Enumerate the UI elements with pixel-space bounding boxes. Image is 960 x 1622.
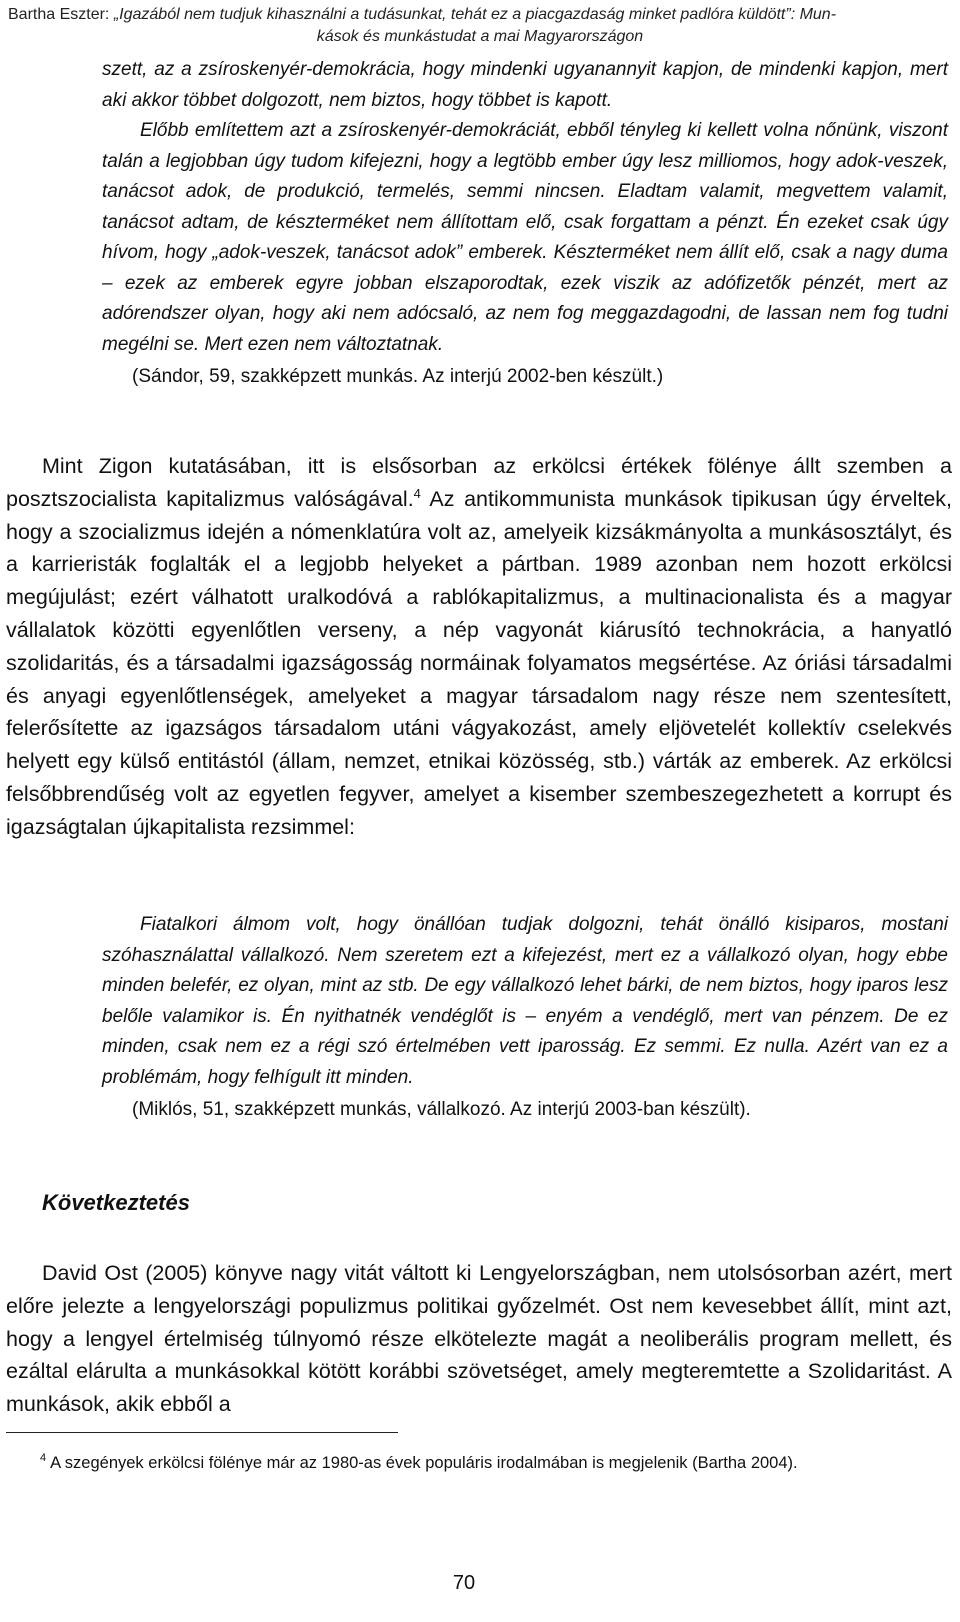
header-line-2: kások és munkástudat a mai Magyarországon — [316, 28, 644, 45]
body-paragraph-2-text: David Ost (2005) könyve nagy vitát váltott ki Lengyelországban, nem utolsósorban azért, mert előre jelezte a lengyelországi populizmus politikai győzelmét. Ost nem kevesebbet állít, mint azt, hogy a lengyel értelmiség túlnyomó része elkötelezte magát a neoliberális program mellett, és ezáltal elárulta a munkásokkal kötött korábbi szövetséget, amely megteremtette a Szolidaritást. A munkások, akik ebből a — [6, 1261, 952, 1417]
interview-quote-1 — [102, 55, 948, 393]
footnote-reference[interactable]: 4 — [413, 485, 421, 501]
body-1-text-after-ref: Az antikommunista munkások tipikusan úgy érveltek, hogy a szocializmus idején a nómenklatúra volt az, amelyeik kizsákmányolta a munkásosztályt, és a karrieristák foglalták el a legjobb helyeket a pártban. 1989 azonban nem hozott erkölcsi megújulást; ezért válhatott uralkodóvá a rablókapitalizmus, a multinacionalista és a magyar vállalatok közötti egyenlőtlen verseny, a nép vagyonát kiárusító technokrácia, a hanyatló szolidaritás, és a társadalmi igazságosság normáinak folyamatos megsértése. Az óriási társadalmi és anyagi egyenlőtlenségek, amelyeket a magyar társadalom nagy része nem szentesített, felerősítette az igazságos társadalom utáni vágyakozást, amely eljövetelét kollektív cselekvés helyett egy külső entitástól (állam, nemzet, etnikai közösség, stb.) várták az emberek. Az erkölcsi felsőbbrendűség volt az egyetlen fegyver, amelyet a kisember szembeszegezhetett a korrupt és igazságtalan újkapitalista rezsimmel: — [6, 486, 952, 839]
page-number: 70 — [452, 1572, 476, 1594]
quote-2-attribution: (Miklós, 51, szakképzett munkás, vállalkozó. Az interjú 2003-ban készült). — [132, 1099, 751, 1120]
footnote-text: A szegények erkölcsi fölénye már az 1980-as évek populáris irodalmában is megjelenik (Bartha 2004). — [50, 1454, 798, 1472]
interview-quote-2 — [102, 910, 948, 1126]
quote-2-paragraph-1: Fiatalkori álmom volt, hogy önállóan tudjak dolgozni, tehát önálló kisiparos, mostani szóhasználattal vállalkozó. Nem szeretem ezt a kifejezést, mert ez a vállalkozó olyan, hogy ebbe minden belefér, ez olyan, mint az stb. De egy vállalkozó lehet bárki, de nem biztos, hogy iparos lesz belőle valamikor is. Én nyithatnék vendéglőt is – enyém a vendéglő, mert van pénzem. De ez minden, csak nem ez a régi szó értelmében vett iparosság. Ez semmi. Ez nulla. Azért van ez a problémám, hogy felhígult itt minden. — [102, 914, 948, 1088]
header-line-1 — [8, 4, 952, 26]
header-title: „Igazából nem tudjuk kihasználni a tudásunkat, tehát ez a piacgazdaság minket padlóra küldött”: Mun- — [113, 6, 837, 23]
quote-1-paragraph-2: Előbb említettem azt a zsíroskenyér-demokráciát, ebből tényleg ki kellett volna nőnünk, viszont talán a legjobban úgy tudom kifejezni, hogy a legtöbb ember úgy lesz milliomos, hogy adok-veszek, tanácsot adok, de produkció, termelés, semmi nincsen. Eladtam valamit, megvettem valamit, tanácsot adtam, de készterméket nem állítottam elő, csak forgattam a pénzt. Én ezeket csak úgy hívom, hogy „adok-veszek, tanácsot adok” emberek. Készterméket nem állít elő, csak a nagy duma – ezek az emberek egyre jobban elszaporodtak, ezek viszik az adófizetők pénzét, mert az adórendszer olyan, hogy aki nem adócsaló, az nem fog meggazdagodni, de lassan nem fog tudni megélni se. Mert ezen nem változtatnak. — [102, 120, 948, 355]
footnote-number: 4 — [40, 1452, 47, 1464]
body-paragraph-2 — [6, 1257, 952, 1421]
header-author: Bartha Eszter: — [8, 6, 114, 23]
footnote — [40, 1452, 940, 1474]
footnote-separator — [6, 1432, 398, 1433]
body-paragraph-1 — [6, 450, 952, 844]
body-1-text-before-ref: Mint Zigon kutatásában, itt is elsősorban az erkölcsi értékek fölénye állt szemben a posztszocialista kapitalizmus valóságával. — [6, 454, 952, 511]
body-paragraph-1-text — [6, 450, 952, 844]
quote-1-paragraph-1: szett, az a zsíroskenyér-demokrácia, hogy mindenki ugyanannyit kapjon, de mindenki kapjon, mert aki akkor többet dolgozott, nem biztos, hogy többet is kapott. — [102, 59, 948, 111]
section-heading: Következtetés — [42, 1190, 190, 1215]
quote-1-attribution: (Sándor, 59, szakképzett munkás. Az interjú 2002-ben készült.) — [132, 366, 664, 387]
running-header — [8, 4, 952, 48]
